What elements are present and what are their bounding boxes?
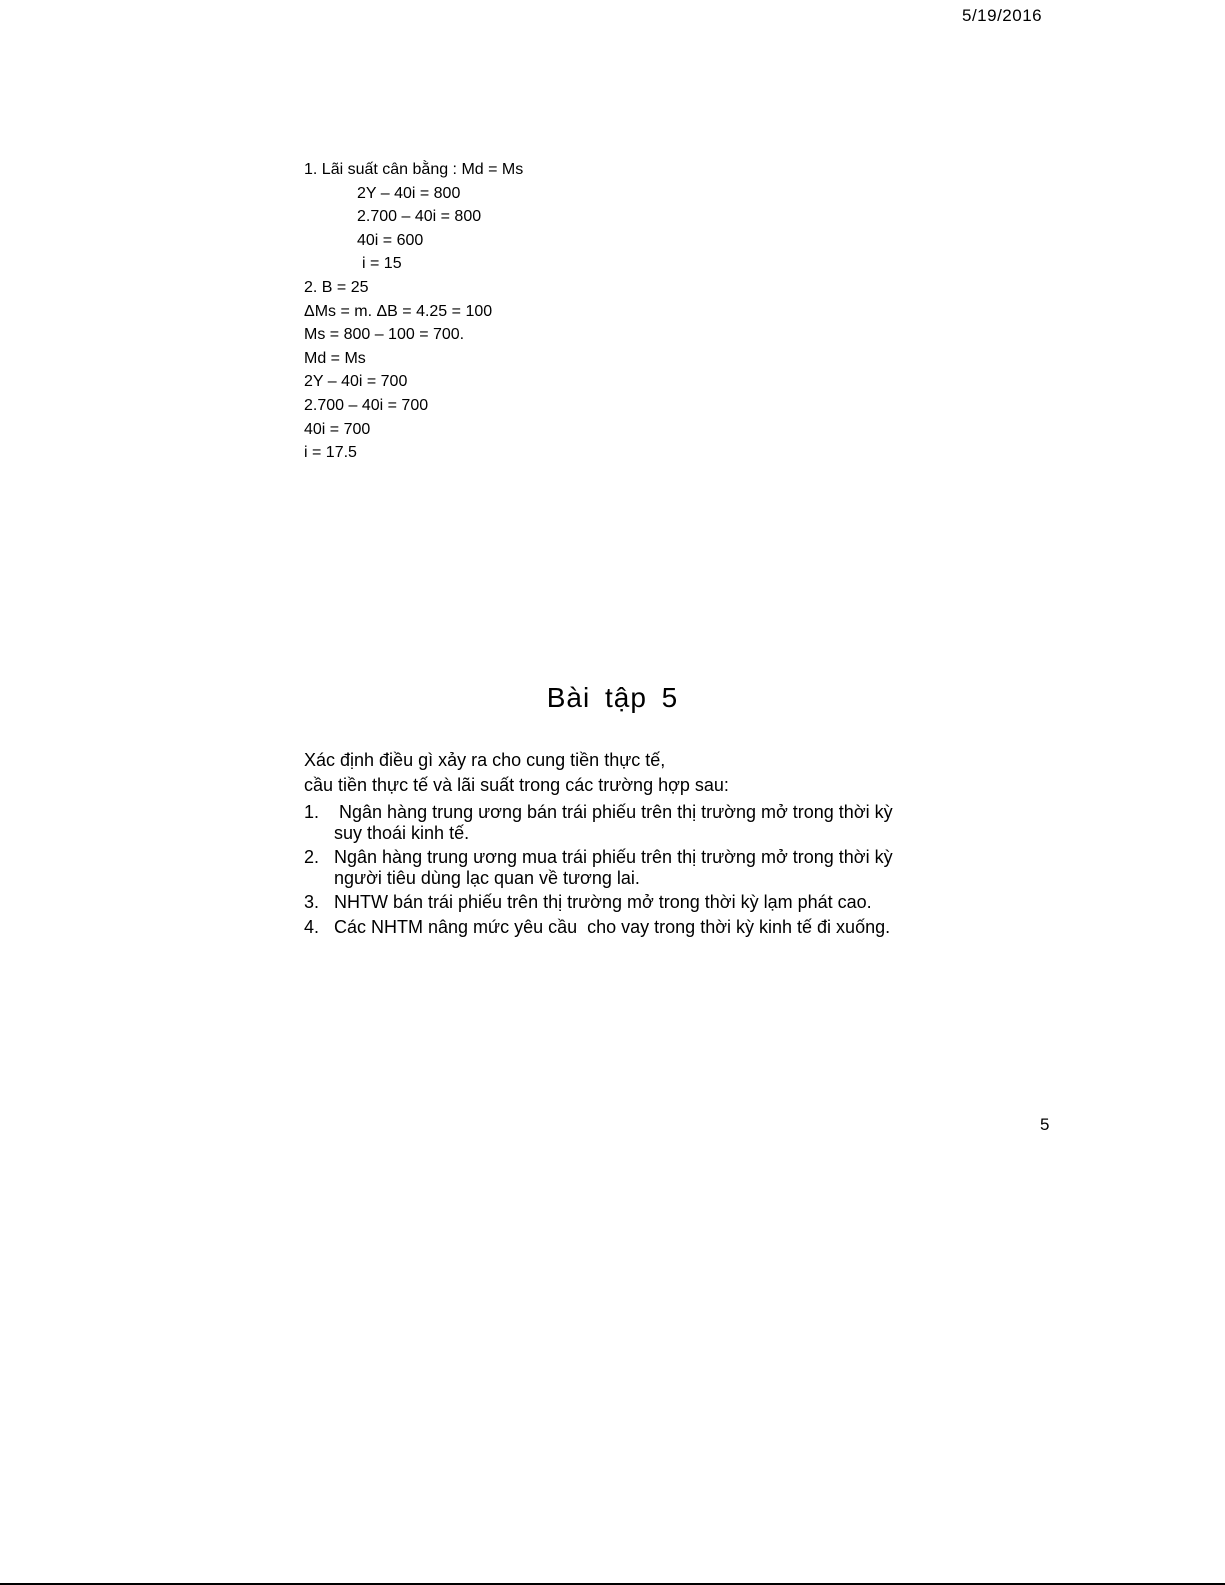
solution-line: 2Y – 40i = 700 (304, 373, 408, 391)
exercise-list (304, 802, 924, 937)
list-item (304, 802, 924, 843)
list-item-text: Ngân hàng trung ương bán trái phiếu trên thị trường mở trong thời kỳ suy thoái kinh tế. (334, 802, 898, 843)
solution-line: 2. B = 25 (304, 278, 369, 296)
list-item-text: NHTW bán trái phiếu trên thị trường mở trong thời kỳ lạm phát cao. (334, 892, 872, 912)
list-item-text: Các NHTM nâng mức yêu cầu cho vay trong thời kỳ kinh tế đi xuống. (334, 916, 891, 937)
list-item (304, 917, 924, 938)
solution-line: ΔMs = m. ΔB = 4.25 = 100 (304, 302, 493, 320)
page-number: 5 (1040, 1115, 1050, 1134)
exercise-title: Bài tập 5 (546, 682, 679, 713)
solution-line: Md = Ms (304, 349, 366, 367)
exercise-intro-line: Xác định điều gì xảy ra cho cung tiền thực tế, (304, 750, 666, 770)
solution-line: 2.700 – 40i = 700 (304, 396, 429, 414)
solution-line: i = 15 (362, 255, 402, 273)
solution-line: i = 17.5 (304, 444, 357, 462)
solution-line: 40i = 600 (357, 231, 424, 249)
list-item (304, 847, 924, 888)
solution-block (304, 158, 523, 465)
list-item (304, 892, 924, 913)
list-item-text: Ngân hàng trung ương mua trái phiếu trên thị trường mở trong thời kỳ người tiêu dùng lạc quan về tương lai. (334, 847, 893, 888)
solution-line: 1. Lãi suất cân bằng : Md = Ms (304, 161, 524, 178)
exercise-block (304, 748, 924, 937)
list-item-number: 1. (304, 802, 320, 822)
exercise-intro-line: cầu tiền thực tế và lãi suất trong các trường hợp sau: (304, 775, 729, 795)
solution-line: 2.700 – 40i = 800 (357, 208, 482, 226)
solution-line: 2Y – 40i = 800 (357, 184, 461, 202)
list-item-number: 2. (304, 847, 320, 867)
solution-line: 40i = 700 (304, 420, 371, 438)
date-header: 5/19/2016 (962, 6, 1043, 25)
list-item-number: 4. (304, 916, 320, 937)
solution-line: Ms = 800 – 100 = 700. (304, 326, 465, 344)
list-item-number: 3. (304, 892, 320, 912)
